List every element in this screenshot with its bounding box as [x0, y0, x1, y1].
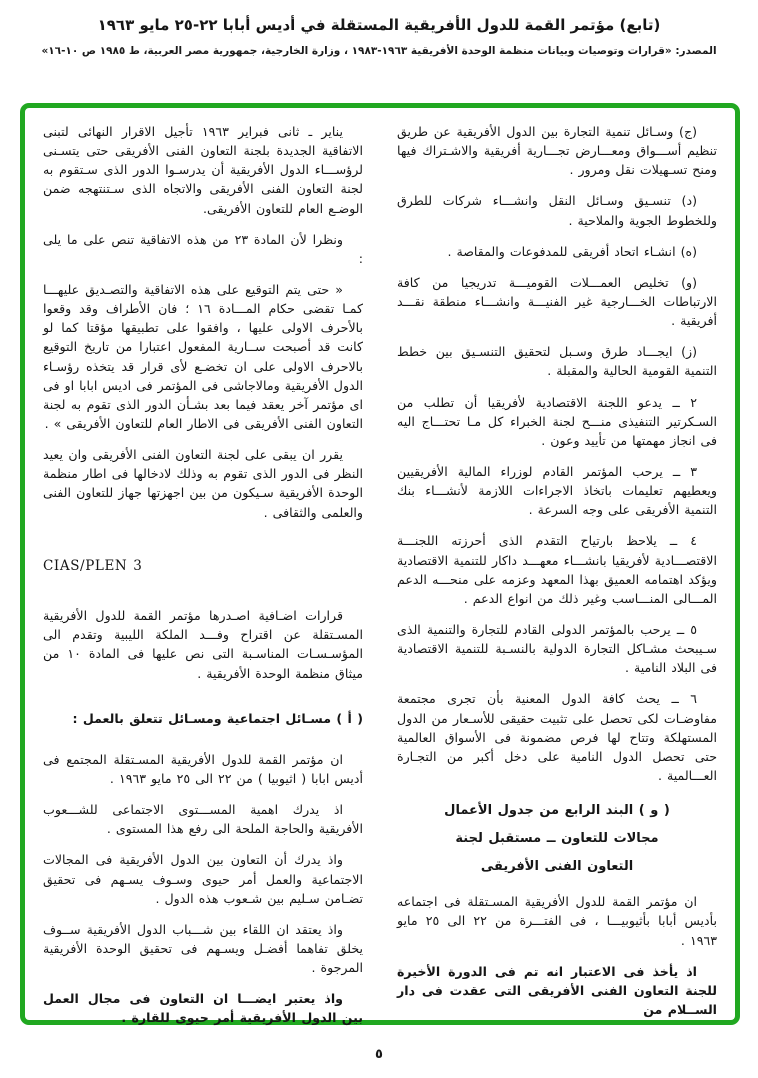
- document-reference-code: CIAS/PLEN 3: [43, 557, 143, 574]
- paragraph-resolution-5: ٥ ــ يرحب بالمؤتمر الدولى القادم للتجارة والتنمية الذى سـيبحث مشـاكل التجارة الدولية بالنسـبة للتنمية الاقتصادية فى البلاد النامية .: [397, 621, 717, 676]
- right-column: [397, 122, 717, 1018]
- paragraph-considering-session: اذ يأخذ فى الاعتبار انه تم فى الدورة الأخيرة للجنة التعاون الفنى الأفريقى التى عقدت فى دار الســلام من: [397, 963, 717, 1018]
- document-title: (تابع) مؤتمر القمة للدول الأفريقية المستقلة في أديس أبابا ٢٢-٢٥ مايو ١٩٦٣: [97, 16, 661, 34]
- paragraph-social-level: اذ يدرك اهمية المســـتوى الاجتماعى للشـــعوب الأفريقية والحاجة الملحة الى رفع هذا المستوى .: [43, 802, 363, 837]
- page-header: [0, 0, 758, 57]
- paragraph-article-23: ونظرا لأن المادة ٢٣ من هذه الاتفاقية تنص على ما يلى :: [43, 231, 363, 266]
- paragraph-item-w: (و) تخليص العمـــلات القوميـــة تدريجيا من كافة الارتباطات الخـــارجية غير الفنيـــة وانشـــاء منطقة نقـــد أفريقية .: [397, 274, 717, 329]
- paragraph-item-h: (ه) انشـاء اتحاد أفريقى للمدفوعات والمقاصة .: [447, 243, 697, 259]
- subsection-heading-social-labour: ( أ ) مسـائل اجتماعية ومسـائل تتعلق بالعمل :: [72, 710, 363, 726]
- section-heading-line3: التعاون الفنى الأفريقى: [480, 858, 634, 874]
- paragraph-quoted-article: « حتى يتم التوقيع على هذه الاتفاقية والتصـديق عليهـــا كمـا تقضى حكام المـــادة ١٦ ؛ فان الأطراف وقد وقعوا بالأحرف الاولى عليها ، وافقوا على تطبيقها مؤقتا كما لو كانت قد أصبحت ســارية المفعول اعتبارا من تاريخ التوقيع بالاحرف الاولى على ان تخضـع لأى قرار قد يتخذه رؤسـاء الدول الأفريقية ومالاجاشى فى المؤتمر فى اديس ابابا او فى اى مؤتمر آخر يعقد فيما بعد بشـأن الدور الذى تقوم به لجنة التعاون الفنى الأفريقى فى الاطار العام للتعاون الأفريقى » .: [43, 281, 364, 431]
- content-border-box: [20, 103, 740, 1025]
- paragraph-summit-addis: ان مؤتمر القمة للدول الأفريقية المسـتقلة المجتمع فى أديس ابابا ( اثيوبيا ) من ٢٢ الى ٢٥ مايو ١٩٦٣ .: [43, 751, 363, 787]
- paragraph-item-z: (ز) ايجـــاد طرق وسـبل لتحقيق التنسـيق بين خطط التنمية القومية الحالية والمقبلة .: [397, 344, 717, 379]
- paragraph-labour-cooperation: واذ يعتبر ايضـــا ان التعاون فى مجال العمل بين الدول الأفريقية أمر حيوى للقارة .: [43, 991, 363, 1026]
- paragraph-additional-resolutions: قرارات اضـافية اصـدرها مؤتمر القمة للدول الأفريقية المسـتقلة عن اقتراح وفـــد الملكة الليبية وتقدم الى المؤسـسـات المناسـبة التى نص عليها فى المادة ١٠ من ميثاق منظمة الوحدة الأفريقية .: [43, 608, 363, 681]
- paragraph-youth-meeting: واذ يعتقد ان اللقاء بين شـــباب الدول الأفريقية ســوف يخلق تفاهما أفضـل ويسـهم فى تحقيق الوحدة الأفريقية المرجوة .: [43, 921, 363, 976]
- paragraph-summit-meeting: ان مؤتمر القمة للدول الأفريقية المسـتقلة فى اجتماعه بأديس أبابا بأثيوبيـــا ، فى الفتـــرة من ٢٢ الى ٢٥ مايو ١٩٦٣ .: [397, 894, 717, 948]
- paragraph-item-d: (د) تنسـيق وسـائل النقل وانشـــاء شركات للطرق وللخطوط الجوية والملاحية .: [397, 193, 717, 228]
- section-heading-line1: ( و ) البند الرابع من جدول الأعمال: [444, 803, 670, 819]
- paragraph-postponement: يناير ـ ثانى فبراير ١٩٦٣ تأجيل الاقرار النهائى لتبنى الاتفاقية الجديدة بلجنة التعاون الفنى الأفريقى حتى يتسـنى لرؤســـاء الدول الأفريقية أن يدرسـوا الدور الذى سـتقوم به لجنة التعاون الفنى الأفريقى والاتجاه الذى سـتنتهجه ضمن الوضـع العام للتعاون الأفريقى.: [43, 124, 363, 216]
- section-heading-line2: مجالات للتعاون ــ مستقبل لجنة: [455, 830, 659, 846]
- page-number: ٥: [375, 1047, 383, 1062]
- left-column: [43, 122, 364, 1026]
- two-column-layout: [43, 122, 717, 1026]
- paragraph-resolution-4: ٤ ــ يلاحظ بارتياح التقدم الذى أحرزته اللجنـــة الاقتصـــادية لأفريقيا بانشـــاء معهـــد داكار للتنمية الاقتصادية ويؤكد اهتمامه العميق بهذا المعهد وعزمه على منحـــه الدعم المـــالى المنـــاسب وغير ذلك من انواع الدعم .: [397, 533, 717, 606]
- paragraph-decides: يقرر ان يبقى على لجنة التعاون الفنى الأفريقى وان يعيد النظر فى الدور الذى تقوم به وذلك لادخالها فى اطار منظمة الوحدة الأفريقية سـيكون من بين اجهزتها جهاز للتعاون الفنى والعلمى والثقافى .: [43, 447, 363, 520]
- paragraph-item-c: (ج) وسـائل تنمية التجارة بين الدول الأفريقية عن طريق تنظيم أســـواق ومعـــارض تجـــارية أفريقية والاشـتراك فيها ومنح تسـهيلات نقل ومرور .: [397, 124, 717, 178]
- source-citation: المصدر: «قرارات وتوصيات وبيانات منظمة الوحدة الأفريقية ١٩٦٣-١٩٨٣ ، وزارة الخارجية، جمهورية مصر العربية، ط ١٩٨٥ ص ١٠-١٦»: [41, 45, 717, 57]
- paragraph-cooperation-social: واذ يدرك أن التعاون بين الدول الأفريقية فى المجالات الاجتماعية والعمل أمر حيوى وسـوف يسـهم فى تحقيق تضـامن سـليم بين شـعوب هذه الدول .: [43, 852, 363, 906]
- paragraph-resolution-6: ٦ ــ يحث كافة الدول المعنية بأن تجرى مجتمعة مفاوضـات لكى تحصل على تثبيت حقيقى للأسـعار من الدول المستهلكة وتتاح لها فرص مضمونة فى الأسواق العالمية حتى تحصل الدول النامية على دخل أكبر من التجـارة العـــالمية .: [397, 691, 717, 783]
- paragraph-resolution-3: ٣ ــ يرحب المؤتمر القادم لوزراء المالية الأفريقيين ويعطيهم تعليمات باتخاذ الاجراءات اللازمة لأنشـــاء بنك التنمية الأفريقى على وجه السرعة .: [397, 463, 717, 518]
- paragraph-resolution-2: ٢ ــ يدعو اللجنة الاقتصادية لأفريقيا أن تطلب من السـكرتير التنفيذى منـــح لجنة الخبراء كل مـا تحتـــاج اليه فى انجاز مهمتها من تأييد وعون .: [397, 394, 717, 448]
